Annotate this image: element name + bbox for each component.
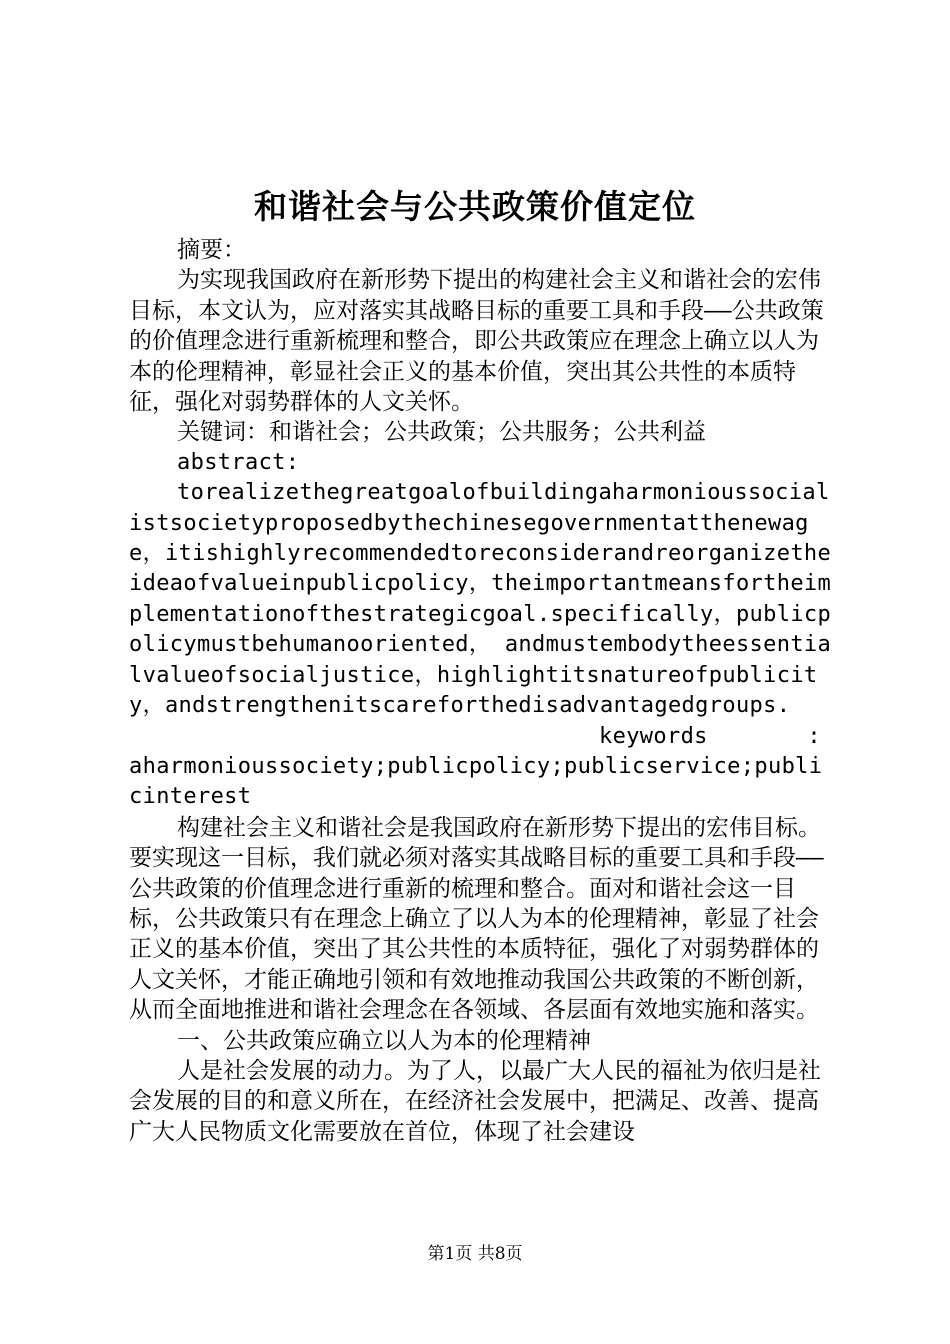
abstract-paragraph: 为实现我国政府在新形势下提出的构建社会主义和谐社会的宏伟目标，本文认为，应对落实其战略目标的重要工具和手段——公共政策的价值理念进行重新梳理和整合，即公共政策应在理念上确立以人为本的伦理精神，彰显社会正义的基本价值，突出其公共性的本质特征，强化对弱势群体的人文关怀。 [129, 267, 824, 416]
abstract-label: 摘要： [177, 237, 246, 263]
abstract-en-paragraph: torealizethegreatgoalofbuildingaharmonioussocialistsocietyproposedbythechinesegovernmentatthenewage，itishighlyrecommendedtoreconsiderandreorganizetheideaofvalueinpublicpolicy，theimportantmeansfortheimplementationofthestrategicgoal.specifically，publicpolicymustbehumanooriented， andmustembodytheessentialvalueofsocialjustice，highlightitsnatureofpublicity，andstrengthenitscareforthedisadvantagedgroups. [129, 480, 832, 719]
document-body [129, 235, 833, 1147]
keywords-en-label: keywords [599, 723, 708, 749]
document-title: 和谐社会与公共政策价值定位 [254, 187, 696, 226]
body-paragraph-2: 人是社会发展的动力。为了人，以最广大人民的福祉为依归是社会发展的目的和意义所在，在经济社会发展中，把满足、改善、提高广大人民物质文化需要放在首位，体现了社会建设 [129, 1057, 821, 1145]
keywords-en-text: aharmonioussociety;publicpolicy;publicservice;publicinterest [129, 753, 823, 810]
section-heading-1: 一、公共政策应确立以人为本的伦理精神 [177, 1027, 591, 1054]
page-footer: 第1页 共8页 [427, 1244, 523, 1264]
keywords-en-heading [129, 722, 833, 752]
abstract-en-label: abstract: [177, 449, 300, 475]
body-paragraph-1: 构建社会主义和谐社会是我国政府在新形势下提出的宏伟目标。要实现这一目标，我们就必须对落实其战略目标的重要工具和手段——公共政策的价值理念进行重新的梳理和整合。面对和谐社会这一目标，公共政策只有在理念上确立了以人为本的伦理精神，彰显了社会正义的基本价值，突出了其公共性的本质特征，强化了对弱势群体的人文关怀，才能正确地引领和有效地推动我国公共政策的不断创新，从而全面地推进和谐社会理念在各领域、各层面有效地实施和落实。 [129, 814, 824, 1024]
keywords-en-colon: : [807, 723, 821, 749]
keywords-cn: 关键词：和谐社会；公共政策；公共服务；公共利益 [177, 419, 706, 446]
